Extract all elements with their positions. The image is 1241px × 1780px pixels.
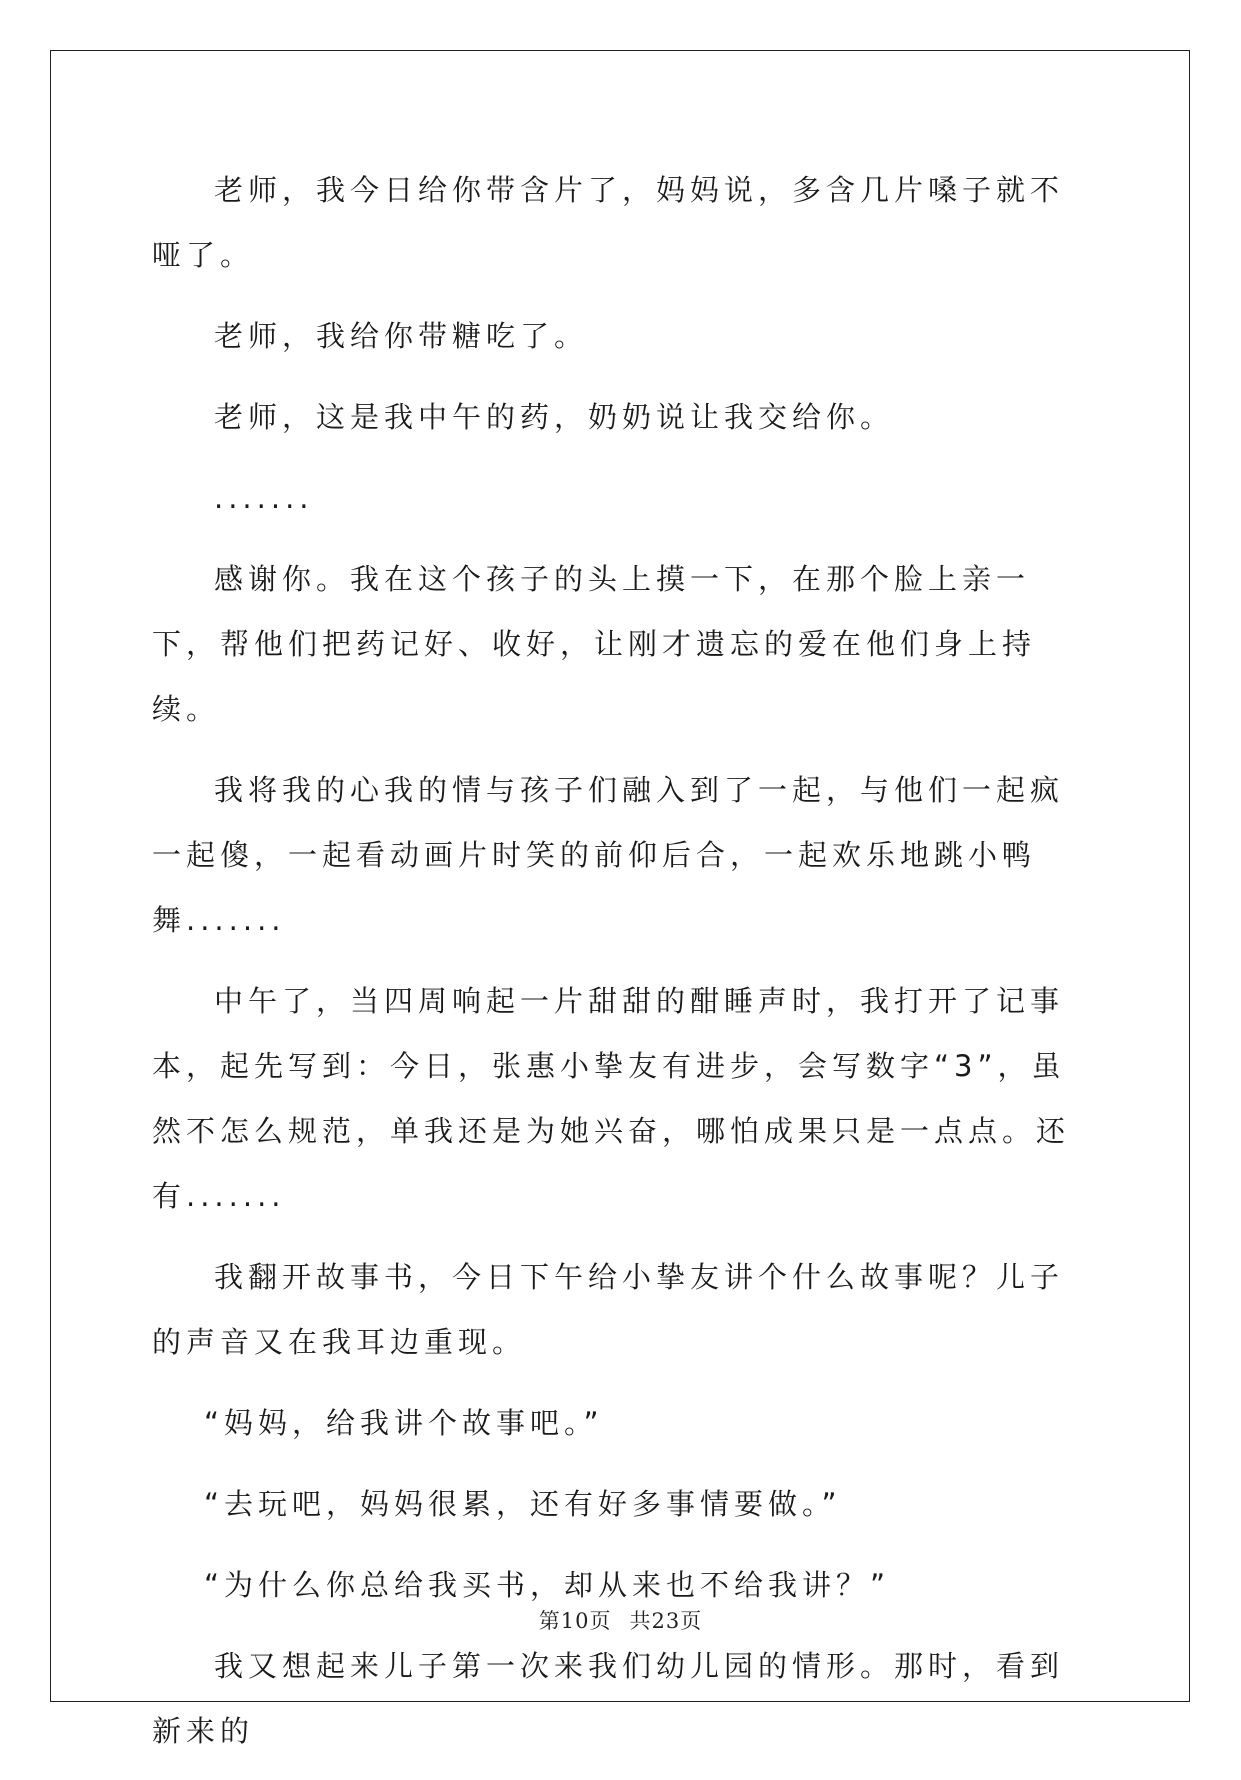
paragraph: 我翻开故事书，今日下午给小挚友讲个什么故事呢？儿子的声音又在我耳边重现。 xyxy=(152,1260,1065,1359)
paragraph: 我将我的心我的情与孩子们融入到了一起，与他们一起疯一起傻，一起看动画片时笑的前仰后合，一起欢乐地跳小鸭舞....... xyxy=(152,773,1065,937)
paragraph: 感谢你。我在这个孩子的头上摸一下，在那个脸上亲一下，帮他们把药记好、收好，让刚才遗忘的爱在他们身上持续。 xyxy=(152,562,1037,726)
page-footer xyxy=(0,1605,1241,1635)
paragraph: 我又想起来儿子第一次来我们幼儿园的情形。那时，看到新来的 xyxy=(152,1649,1065,1748)
document-body xyxy=(152,158,1092,1780)
paragraph: “妈妈，给我讲个故事吧。” xyxy=(204,1406,604,1440)
paragraph: 老师，我今日给你带含片了，妈妈说，多含几片嗓子就不哑了。 xyxy=(152,173,1065,272)
page-total: 共23页 xyxy=(629,1609,703,1633)
paragraph: “为什么你总给我买书，却从来也不给我讲？” xyxy=(204,1568,891,1602)
paragraph: ....... xyxy=(214,481,314,515)
paragraph: 中午了，当四周响起一片甜甜的酣睡声时，我打开了记事本，起先写到：今日，张惠小挚友有进步，会写数字“3”，虽然不怎么规范，单我还是为她兴奋，哪怕成果只是一点点。还有....... xyxy=(152,984,1071,1213)
paragraph: 老师，这是我中午的药，奶奶说让我交给你。 xyxy=(214,400,895,434)
paragraph: 老师，我给你带糖吃了。 xyxy=(214,319,589,353)
paragraph: “去玩吧，妈妈很累，还有好多事情要做。” xyxy=(204,1487,842,1521)
page-number: 第10页 xyxy=(538,1609,612,1633)
